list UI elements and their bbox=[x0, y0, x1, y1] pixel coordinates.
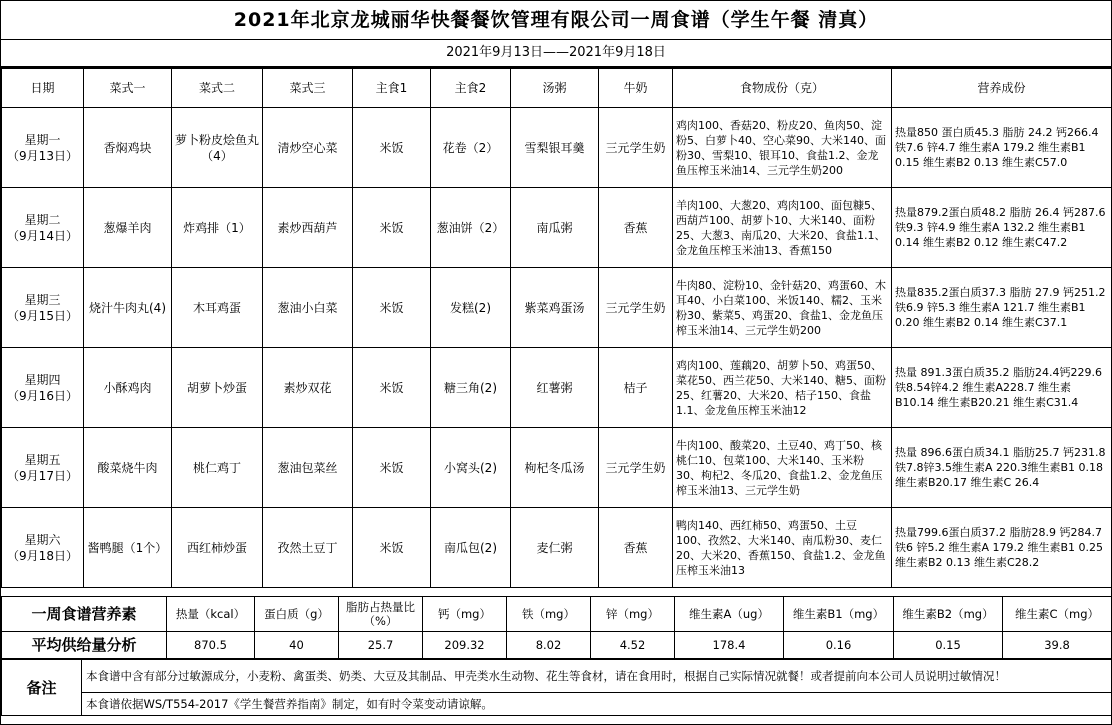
allergen-note: 本食谱中含有部分过敏源成分，小麦粉、禽蛋类、奶类、大豆及其制品、甲壳类水生动物、花生等食材，请在食用时，根据自己实际情况就餐！或者提前向本公司人员说明过敏情况！ bbox=[82, 660, 1112, 693]
summary-col-protein: 蛋白质（g） bbox=[255, 597, 339, 632]
ingredients-cell: 牛肉80、淀粉10、金针菇20、鸡蛋60、木耳40、小白菜100、米饭140、糯2、玉米粉30、紫菜5、鸡蛋20、食盐1、金龙鱼压榨玉米油14、三元学生奶200 bbox=[673, 268, 892, 348]
summary-value-vita: 178.4 bbox=[675, 632, 784, 659]
milk-cell: 三元学生奶 bbox=[599, 428, 673, 508]
header-date: 日期 bbox=[2, 69, 84, 108]
milk-cell: 三元学生奶 bbox=[599, 268, 673, 348]
summary-value-protein: 40 bbox=[255, 632, 339, 659]
table-row bbox=[2, 348, 1112, 428]
nutrition-cell: 热量850 蛋白质45.3 脂肪 24.2 钙266.4 铁7.6 锌4.7 维生素A 179.2 维生素B1 0.15 维生素B2 0.13 维生素C57.0 bbox=[892, 108, 1112, 188]
notes-row-1 bbox=[2, 660, 1112, 693]
day-name: 星期五 bbox=[24, 452, 61, 467]
weekly-menu-table bbox=[1, 68, 1112, 588]
header-dish1: 菜式一 bbox=[84, 69, 172, 108]
ingredients-cell: 鸭肉140、西红柿50、鸡蛋50、土豆100、孜然2、大米140、南瓜粉30、麦仁20、大米20、香蕉150、食盐1.2、金龙鱼压榨玉米油13 bbox=[673, 508, 892, 588]
day-date: （9月13日） bbox=[7, 148, 78, 163]
dish3-cell: 葱油包菜丝 bbox=[263, 428, 353, 508]
summary-row2-label: 平均供给量分析 bbox=[2, 632, 167, 659]
day-date: （9月15日） bbox=[7, 308, 78, 323]
staple2-cell: 葱油饼（2） bbox=[431, 188, 511, 268]
soup-cell: 红薯粥 bbox=[511, 348, 599, 428]
header-nutrition: 营养成份 bbox=[892, 69, 1112, 108]
summary-row1-label: 一周食谱营养素 bbox=[2, 597, 167, 632]
date-cell bbox=[2, 108, 84, 188]
soup-cell: 南瓜粥 bbox=[511, 188, 599, 268]
dish3-cell: 葱油小白菜 bbox=[263, 268, 353, 348]
day-name: 星期二 bbox=[24, 212, 61, 227]
summary-value-vitb2: 0.15 bbox=[894, 632, 1003, 659]
summary-value-zinc: 4.52 bbox=[591, 632, 675, 659]
day-date: （9月14日） bbox=[7, 228, 78, 243]
soup-cell: 麦仁粥 bbox=[511, 508, 599, 588]
table-row bbox=[2, 428, 1112, 508]
day-name: 星期一 bbox=[24, 132, 61, 147]
day-date: （9月16日） bbox=[7, 388, 78, 403]
dish1-cell: 香焖鸡块 bbox=[84, 108, 172, 188]
nutrition-summary-table bbox=[1, 596, 1112, 659]
summary-value-iron: 8.02 bbox=[507, 632, 591, 659]
soup-cell: 雪梨银耳羹 bbox=[511, 108, 599, 188]
summary-header-row bbox=[2, 597, 1112, 632]
summary-values-row bbox=[2, 632, 1112, 659]
dish2-cell: 萝卜粉皮烩鱼丸（4） bbox=[172, 108, 263, 188]
header-dish2: 菜式二 bbox=[172, 69, 263, 108]
summary-col-iron: 铁（mg） bbox=[507, 597, 591, 632]
notes-table bbox=[1, 659, 1112, 716]
header-staple2: 主食2 bbox=[431, 69, 511, 108]
dish2-cell: 桃仁鸡丁 bbox=[172, 428, 263, 508]
staple2-cell: 南瓜包(2) bbox=[431, 508, 511, 588]
table-row bbox=[2, 108, 1112, 188]
staple1-cell: 米饭 bbox=[353, 108, 431, 188]
dish1-cell: 酸菜烧牛肉 bbox=[84, 428, 172, 508]
staple2-cell: 糖三角(2) bbox=[431, 348, 511, 428]
ingredients-cell: 鸡肉100、香菇20、粉皮20、鱼肉50、淀粉5、白萝卜40、空心菜90、大米140、面粉30、雪梨10、银耳10、食盐1.2、金龙鱼压榨玉米油14、三元学生奶200 bbox=[673, 108, 892, 188]
dish3-cell: 孜然土豆丁 bbox=[263, 508, 353, 588]
staple1-cell: 米饭 bbox=[353, 268, 431, 348]
dish3-cell: 素炒双花 bbox=[263, 348, 353, 428]
day-date: （9月17日） bbox=[7, 468, 78, 483]
summary-value-fat-ratio: 25.7 bbox=[339, 632, 423, 659]
milk-cell: 三元学生奶 bbox=[599, 108, 673, 188]
soup-cell: 枸杞冬瓜汤 bbox=[511, 428, 599, 508]
notes-label: 备注 bbox=[2, 660, 82, 716]
ingredients-cell: 鸡肉100、莲藕20、胡萝卜50、鸡蛋50、菜花50、西兰花50、大米140、糖5、面粉25、红薯20、大米20、桔子150、食盐1.1、金龙鱼压榨玉米油12 bbox=[673, 348, 892, 428]
nutrition-cell: 热量879.2蛋白质48.2 脂肪 26.4 钙287.6 铁9.3 锌4.9 维生素A 132.2 维生素B1 0.14 维生素B2 0.12 维生素C47.2 bbox=[892, 188, 1112, 268]
milk-cell: 香蕉 bbox=[599, 188, 673, 268]
summary-value-energy: 870.5 bbox=[167, 632, 255, 659]
day-name: 星期三 bbox=[24, 292, 61, 307]
dish1-cell: 烧汁牛肉丸(4) bbox=[84, 268, 172, 348]
staple2-cell: 小窝头(2) bbox=[431, 428, 511, 508]
dish2-cell: 西红柿炒蛋 bbox=[172, 508, 263, 588]
milk-cell: 香蕉 bbox=[599, 508, 673, 588]
ingredients-cell: 牛肉100、酸菜20、土豆40、鸡丁50、核桃仁10、包菜100、大米140、玉米粉30、枸杞2、冬瓜20、食盐1.2、金龙鱼压榨玉米油13、三元学生奶 bbox=[673, 428, 892, 508]
staple2-cell: 发糕(2) bbox=[431, 268, 511, 348]
header-milk: 牛奶 bbox=[599, 69, 673, 108]
day-name: 星期六 bbox=[24, 532, 61, 547]
table-row bbox=[2, 268, 1112, 348]
soup-cell: 紫菜鸡蛋汤 bbox=[511, 268, 599, 348]
header-soup: 汤粥 bbox=[511, 69, 599, 108]
nutrition-cell: 热量799.6蛋白质37.2 脂肪28.9 钙284.7 铁6 锌5.2 维生素A 179.2 维生素B1 0.25 维生素B2 0.13 维生素C28.2 bbox=[892, 508, 1112, 588]
nutrition-cell: 热量 896.6蛋白质34.1 脂肪25.7 钙231.8铁7.8锌3.5维生素A 220.3维生素B1 0.18维生素B20.17 维生素C 26.4 bbox=[892, 428, 1112, 508]
dish1-cell: 葱爆羊肉 bbox=[84, 188, 172, 268]
table-row bbox=[2, 508, 1112, 588]
dish2-cell: 胡萝卜炒蛋 bbox=[172, 348, 263, 428]
guideline-note: 本食谱依据WS/T554-2017《学生餐营养指南》制定，如有时令菜变动请谅解。 bbox=[82, 693, 1112, 716]
summary-col-vitb1: 维生素B1（mg） bbox=[784, 597, 894, 632]
dish2-cell: 炸鸡排（1） bbox=[172, 188, 263, 268]
day-date: （9月18日） bbox=[7, 548, 78, 563]
table-row bbox=[2, 188, 1112, 268]
date-cell bbox=[2, 348, 84, 428]
header-staple1: 主食1 bbox=[353, 69, 431, 108]
dish2-cell: 木耳鸡蛋 bbox=[172, 268, 263, 348]
nutrition-cell: 热量835.2蛋白质37.3 脂肪 27.9 钙251.2 铁6.9 锌5.3 维生素A 121.7 维生素B1 0.20 维生素B2 0.14 维生素C37.1 bbox=[892, 268, 1112, 348]
staple1-cell: 米饭 bbox=[353, 508, 431, 588]
date-cell bbox=[2, 268, 84, 348]
summary-value-vitc: 39.8 bbox=[1003, 632, 1112, 659]
summary-col-zinc: 锌（mg） bbox=[591, 597, 675, 632]
staple2-cell: 花卷（2） bbox=[431, 108, 511, 188]
header-dish3: 菜式三 bbox=[263, 69, 353, 108]
milk-cell: 桔子 bbox=[599, 348, 673, 428]
summary-col-vitc: 维生素C（mg） bbox=[1003, 597, 1112, 632]
dish1-cell: 小酥鸡肉 bbox=[84, 348, 172, 428]
staple1-cell: 米饭 bbox=[353, 188, 431, 268]
summary-col-calcium: 钙（mg） bbox=[423, 597, 507, 632]
dish3-cell: 素炒西葫芦 bbox=[263, 188, 353, 268]
day-name: 星期四 bbox=[24, 372, 61, 387]
summary-value-calcium: 209.32 bbox=[423, 632, 507, 659]
summary-col-energy: 热量（kcal） bbox=[167, 597, 255, 632]
summary-col-vita: 维生素A（ug） bbox=[675, 597, 784, 632]
summary-col-fat-ratio: 脂肪占热量比（%） bbox=[339, 597, 423, 632]
table-header-row bbox=[2, 69, 1112, 108]
date-cell bbox=[2, 508, 84, 588]
date-cell bbox=[2, 188, 84, 268]
summary-value-vitb1: 0.16 bbox=[784, 632, 894, 659]
header-ingredients: 食物成份（克） bbox=[673, 69, 892, 108]
dish1-cell: 酱鸭腿（1个） bbox=[84, 508, 172, 588]
page-title: 2021年北京龙城丽华快餐餐饮管理有限公司一周食谱（学生午餐 清真） bbox=[1, 1, 1111, 40]
date-range: 2021年9月13日——2021年9月18日 bbox=[1, 40, 1111, 68]
nutrition-cell: 热量 891.3蛋白质35.2 脂肪24.4钙229.6铁8.54锌4.2 维生素A228.7 维生素B10.14 维生素B20.21 维生素C31.4 bbox=[892, 348, 1112, 428]
summary-col-vitb2: 维生素B2（mg） bbox=[894, 597, 1003, 632]
staple1-cell: 米饭 bbox=[353, 428, 431, 508]
staple1-cell: 米饭 bbox=[353, 348, 431, 428]
ingredients-cell: 羊肉100、大葱20、鸡肉100、面包糠5、西葫芦100、胡萝卜10、大米140、面粉25、大葱3、南瓜20、大米20、食盐1.1、金龙鱼压榨玉米油13、香蕉150 bbox=[673, 188, 892, 268]
dish3-cell: 清炒空心菜 bbox=[263, 108, 353, 188]
notes-row-2 bbox=[2, 693, 1112, 716]
date-cell bbox=[2, 428, 84, 508]
